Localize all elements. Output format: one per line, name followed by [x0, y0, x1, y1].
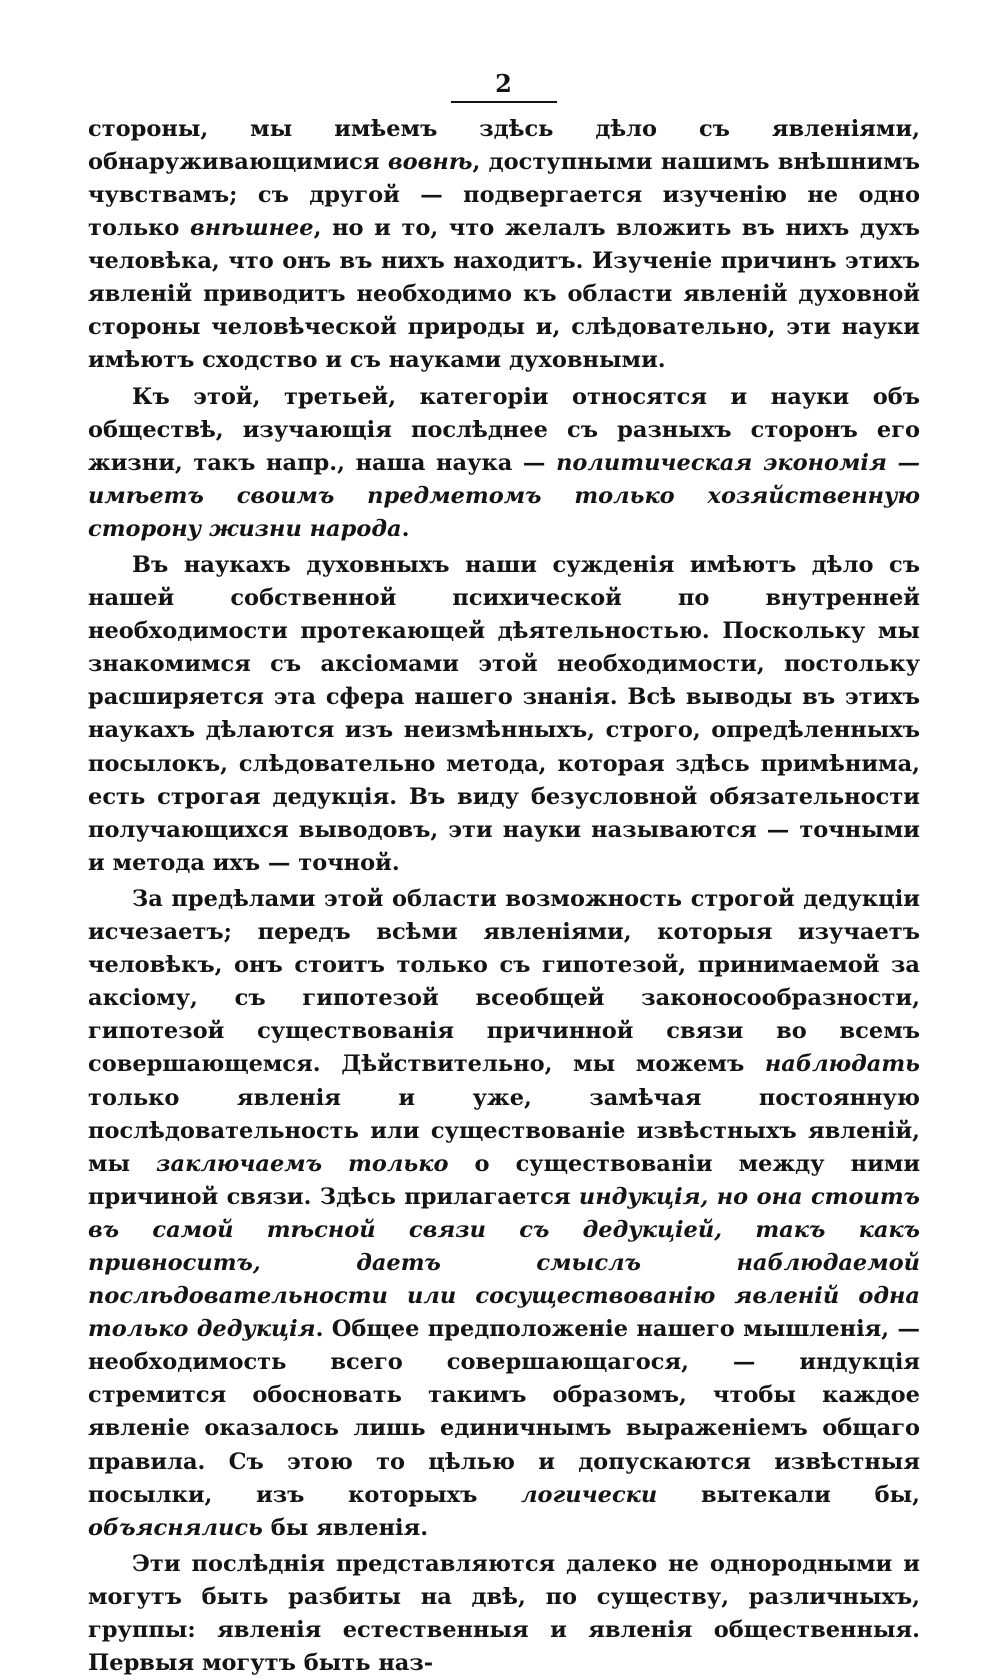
document-page — [88, 70, 920, 1680]
paragraph-3 — [88, 549, 920, 880]
text-segment: , но и то, что желалъ вложить въ нихъ духъ человѣка, что онъ въ нихъ находитъ. Изученіе причинъ этихъ явленій приводитъ необходимо къ области явленій духовной стороны человѣческой природы и, слѣдовательно, эти науки имѣютъ сходство и съ науками духовными. — [88, 215, 920, 374]
text-segment: . Общее предположеніе нашего мышленія, — необходимость всего совершающагося, — индукція стремится обосновать такимъ образомъ, чтобы каждое явленіе оказалось лишь единичнымъ выраженіемъ общаго правила. Съ этою то цѣлью и допускаются извѣстныя посылки, изъ которыхъ — [88, 1316, 920, 1508]
italic-text-segment: внѣшнее — [189, 215, 314, 242]
italic-text-segment: индукція, но она стоитъ въ самой тѣсной связи съ дедукціей, такъ какъ привноситъ, даетъ смыслъ наблюдаемой послѣдовательности или сосуществованію явленій одна только дедукція — [88, 1183, 920, 1343]
text-segment: бы явленія. — [262, 1514, 429, 1541]
text-segment: Въ наукахъ духовныхъ наши сужденія имѣютъ дѣло съ нашей собственной психической по внутренней необходимости протекающей дѣятельностью. Поскольку мы знакомимся съ аксіомами этой необходимости, постольку расширяется эта сфера нашего знанія. Всѣ выводы въ этихъ наукахъ дѣлаются изъ неизмѣнныхъ, строго, опредѣленныхъ посылокъ, слѣдовательно метода, которая здѣсь примѣнима, есть строгая дедукція. Въ виду безусловной обязательности получающихся выводовъ, эти науки называются — точными и метода ихъ — точной. — [88, 552, 920, 876]
text-segment: , доступными нашимъ внѣшнимъ чувствамъ; съ другой — подвергается изученію не одно только — [88, 148, 920, 242]
text-segment: Эти послѣднія представляются далеко не однородными и могутъ быть разбиты на двѣ, по существу, различныхъ, группы: явленія естественныя и явленія общественныя. Первыя могутъ быть наз- — [88, 1550, 920, 1677]
text-segment: только явленія и уже, замѣчая постоянную послѣдовательность или существованіе извѣстныхъ явленій, мы — [88, 1084, 920, 1177]
text-segment: вытекали бы, — [657, 1481, 920, 1508]
italic-text-segment: заключаемъ только — [156, 1150, 449, 1177]
text-segment: о существованіи между ними причиной связи. Здѣсь прилагается — [88, 1150, 921, 1210]
page-number: 2 — [451, 70, 557, 103]
paragraph-1 — [88, 113, 920, 378]
italic-text-segment: объяснялись — [88, 1514, 263, 1541]
text-segment: Къ этой, третьей, категоріи относятся и науки объ обществѣ, изучающія послѣднее съ разныхъ сторонъ его жизни, такъ напр., наша наука — — [88, 383, 920, 476]
text-segment: За предѣлами этой области возможность строгой дедукціи исчезаетъ; передъ всѣми явленіями, которыя изучаетъ человѣкъ, онъ стоитъ только съ гипотезой, принимаемой за аксіому, съ гипотезой всеобщей законосообразности, гипотезой существованія причинной связи во всемъ совершающемся. Дѣйствительно, мы можемъ — [88, 885, 920, 1078]
italic-text-segment: наблюдать — [764, 1051, 920, 1078]
italic-text-segment: вовнѣ — [387, 148, 473, 175]
paragraph-4 — [88, 883, 920, 1545]
text-segment: . — [401, 515, 410, 542]
paragraph-5 — [88, 1548, 920, 1680]
italic-text-segment: логически — [521, 1481, 658, 1508]
italic-text-segment: политическая экономія — имѣетъ своимъ предметомъ только хозяйственную сторону жизни народа — [88, 449, 920, 542]
page-header — [88, 70, 920, 103]
text-segment: стороны, мы имѣемъ здѣсь дѣло съ явленіями, обнаруживающимися — [88, 115, 920, 175]
paragraph-2 — [88, 381, 920, 546]
